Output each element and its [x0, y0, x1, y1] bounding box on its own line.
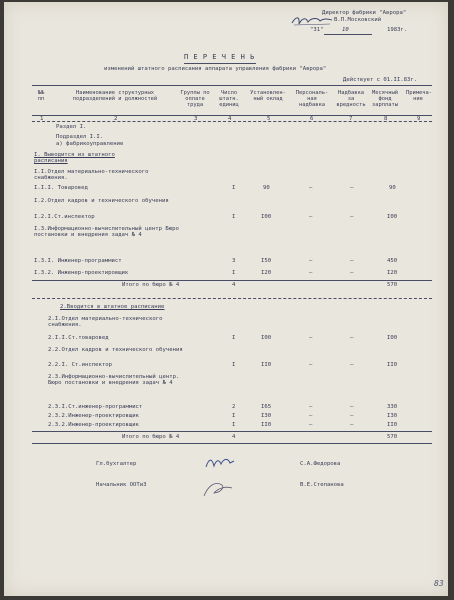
- row-group: I: [232, 413, 236, 419]
- total-fund: 570: [387, 282, 398, 288]
- row-salary: I00: [261, 335, 272, 341]
- row-group: I: [232, 185, 236, 191]
- row-name: 2.I.I.Ст.товаровед: [48, 335, 109, 341]
- table-bottom-rule: [32, 443, 432, 444]
- approval-date-year: 1983г.: [387, 27, 408, 33]
- row-salary: I50: [261, 258, 272, 264]
- row-fund: I20: [387, 270, 398, 276]
- row-salary: I00: [261, 214, 272, 220]
- header-col-personal: Персональ- ная надбавка: [295, 90, 329, 108]
- header-num-7: 7: [349, 116, 353, 122]
- group-title: I.3.Информационно-вычислительный центр Бюро постановки и внедрения задач № 4: [34, 226, 179, 239]
- row-name: 2.3.2.Инженер-проектировщик: [48, 413, 139, 419]
- approval-director-name: В.П.Московский: [334, 17, 382, 23]
- row-group: I: [232, 335, 236, 341]
- section-podrazdel: Подраздел I.I.: [56, 134, 104, 140]
- row-personal: –: [309, 362, 313, 368]
- head-name: В.Е.Степанова: [300, 482, 344, 488]
- total-label: Итого по бюро № 4: [122, 434, 180, 440]
- section-separator: [32, 298, 432, 299]
- effective-date: Действует с 01.II.83г.: [343, 77, 418, 83]
- section1-heading: I. Выводится из штатного расписания: [34, 152, 115, 165]
- row-salary: 90: [263, 185, 270, 191]
- total-count: 4: [232, 434, 236, 440]
- head-signature: [200, 478, 234, 500]
- row-personal: –: [309, 185, 313, 191]
- row-salary: I30: [261, 413, 272, 419]
- title-underline: [184, 63, 256, 64]
- row-fund: 90: [389, 185, 396, 191]
- row-personal: –: [309, 270, 313, 276]
- total-count: 4: [232, 282, 236, 288]
- row-name: 2.2.I. Ст.инспектор: [48, 362, 112, 368]
- total-label: Итого по бюро № 4: [122, 282, 180, 288]
- document-page: [4, 2, 448, 596]
- row-group: I: [232, 362, 236, 368]
- row-harm: –: [350, 335, 354, 341]
- director-signature: [290, 14, 334, 28]
- row-harm: –: [350, 404, 354, 410]
- row-fund: II0: [387, 422, 398, 428]
- row-group: I: [232, 270, 236, 276]
- date-underline: [324, 34, 372, 35]
- row-harm: –: [350, 422, 354, 428]
- header-col-harm: Надбавка за вредность: [336, 90, 366, 108]
- row-personal: –: [309, 413, 313, 419]
- chief-accountant-name: С.А.Федорова: [300, 461, 341, 467]
- row-harm: –: [350, 185, 354, 191]
- section2-heading: 2.Вводится в штатное расписание: [60, 304, 165, 310]
- total-rule: [32, 431, 432, 432]
- group-title: 2.I.Отдел материально-технического снабжения.: [48, 316, 163, 329]
- table-top-rule: [32, 85, 432, 86]
- row-harm: –: [350, 270, 354, 276]
- column-number-rule: [32, 121, 432, 122]
- group-title: 2.2.Отдел кадров и технического обучения: [48, 347, 183, 353]
- row-fund: II0: [387, 362, 398, 368]
- header-num-4: 4: [228, 116, 232, 122]
- row-fund: 450: [387, 258, 398, 264]
- group-title: I.I.Отдел материально-технического снабжения.: [34, 169, 149, 182]
- section-fabrika: а) фабрикоуправление: [56, 141, 124, 147]
- header-bottom-rule: [32, 115, 432, 116]
- header-col-note: Примеча- ние: [406, 90, 432, 102]
- document-subtitle: изменений штатного расписания аппарата управления фабрики "Аврора": [104, 66, 327, 72]
- header-num-2: 2: [114, 116, 118, 122]
- row-fund: I00: [387, 214, 398, 220]
- group-title: 2.3.Информационно-вычислительный центр. Бюро постановки и внедрения задач № 4: [48, 374, 180, 387]
- document-title: П Е Р Е Ч Е Н Ь: [184, 53, 255, 61]
- row-harm: –: [350, 362, 354, 368]
- row-name: I.3.2. Инженер-проектировщик: [34, 270, 129, 276]
- chief-accountant-title: Гл.бухгалтер: [96, 461, 137, 467]
- header-col-number: №№ пп: [37, 90, 45, 102]
- header-num-5: 5: [267, 116, 271, 122]
- row-group: 2: [232, 404, 236, 410]
- row-salary: I20: [261, 270, 272, 276]
- header-num-1: 1: [40, 116, 44, 122]
- row-fund: I30: [387, 413, 398, 419]
- row-personal: –: [309, 422, 313, 428]
- row-harm: –: [350, 214, 354, 220]
- total-fund: 570: [387, 434, 398, 440]
- row-name: 2.3.2.Инженер-проектировщик: [48, 422, 139, 428]
- row-group: I: [232, 214, 236, 220]
- header-num-9: 9: [417, 116, 421, 122]
- row-name: I.2.I.Ст.инспектор: [34, 214, 95, 220]
- header-col-salary: Установлен- ный оклад: [250, 90, 286, 102]
- row-fund: I00: [387, 335, 398, 341]
- header-col-fund: Месячный фонд зарплаты: [372, 90, 398, 108]
- total-rule: [32, 280, 432, 281]
- row-personal: –: [309, 214, 313, 220]
- corner-mark: 83: [434, 579, 444, 588]
- header-num-6: 6: [310, 116, 314, 122]
- header-col-group: Группы по оплате труда: [180, 90, 210, 108]
- header-num-8: 8: [384, 116, 388, 122]
- row-personal: –: [309, 258, 313, 264]
- head-title: Начальник ООТиЗ: [96, 482, 147, 488]
- group-title: I.2.Отдел кадров и технического обучения: [34, 198, 169, 204]
- header-num-3: 3: [194, 116, 198, 122]
- row-group: 3: [232, 258, 236, 264]
- row-name: I.3.I. Инженер-программист: [34, 258, 122, 264]
- section-razdel: Раздел I.: [56, 124, 87, 130]
- header-col-count: Число штатн. единиц: [219, 90, 239, 108]
- row-salary: II0: [261, 362, 272, 368]
- row-salary: II0: [261, 422, 272, 428]
- row-personal: –: [309, 404, 313, 410]
- row-harm: –: [350, 258, 354, 264]
- row-personal: –: [309, 335, 313, 341]
- row-name: 2.3.I.Ст.инженер-программист: [48, 404, 143, 410]
- chief-accountant-signature: [204, 455, 236, 471]
- header-col-name: Наименование структурных подразделений и должностей: [72, 90, 158, 102]
- approval-director-line: Директор фабрики "Аврора": [322, 10, 407, 16]
- approval-date-day: "31": [310, 27, 324, 33]
- row-group: I: [232, 422, 236, 428]
- row-harm: –: [350, 413, 354, 419]
- approval-date-month: 10: [342, 27, 349, 33]
- row-name: I.I.I. Товаровед: [34, 185, 88, 191]
- row-fund: 330: [387, 404, 398, 410]
- row-salary: I65: [261, 404, 272, 410]
